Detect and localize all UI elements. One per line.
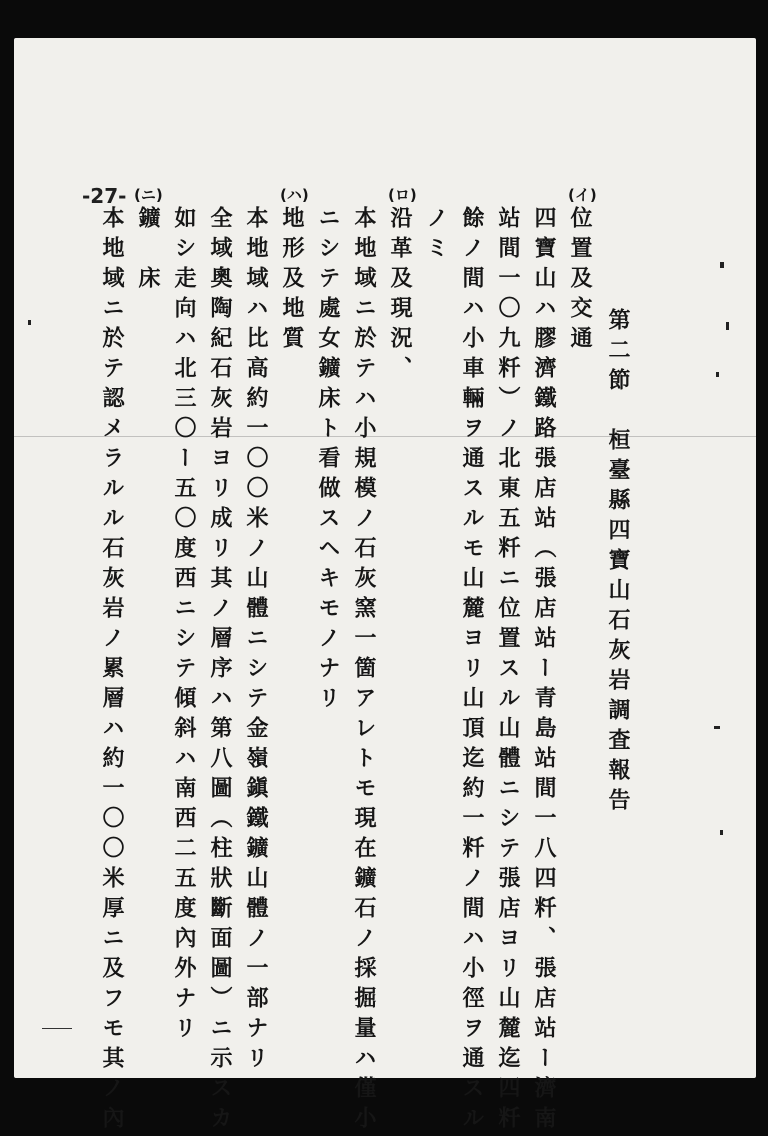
ink-speck (720, 830, 723, 835)
text-line: 本地域ニ於テハ小規模ノ石灰窯一箇アレトモ現在鑛石ノ採掘量ハ僅小 (351, 206, 377, 1136)
ink-speck (28, 320, 31, 325)
marker-ro: (ロ) (388, 186, 417, 204)
text-line: 餘ノ間ハ小車輛ヲ通スルモ山麓ヨリ山頂迄約一粁ノ間ハ小徑ヲ通スル (459, 206, 485, 1136)
section-heading: 第二節 桓臺縣四寶山石灰岩調査報告 (605, 308, 631, 818)
text-line: ニシテ處女鑛床ト看做スヘキモノナリ (315, 206, 341, 716)
text-line: 本地域ハ比高約一〇〇米ノ山體ニシテ金嶺鎭鐵鑛山體ノ一部ナリ (243, 206, 269, 1076)
marker-i: (イ) (568, 186, 597, 204)
text-line: 如シ走向ハ北三〇ー五〇度西ニシテ傾斜ハ南西二五度內外ナリ (171, 206, 197, 1046)
ink-speck (720, 262, 724, 268)
heading-location-transport: 位置及交通 (567, 206, 593, 356)
ink-speck (726, 322, 729, 330)
text-line: 本地域ニ於テ認メラルル石灰岩ノ累層ハ約一〇〇米厚ニ及フモ其ノ內 (99, 206, 125, 1136)
page-number: -27- (82, 184, 127, 208)
heading-ore-deposit: 鑛 床 (135, 206, 161, 296)
ink-speck (714, 726, 720, 729)
text-line: 全域奧陶紀石灰岩ヨリ成リ其ノ層序ハ第八圖（柱狀斷面圖）ニ示スカ (207, 206, 233, 1136)
ink-speck (716, 372, 719, 377)
heading-history-status: 沿革及現況、 (387, 206, 413, 386)
heading-topography-geology: 地形及地質 (279, 206, 305, 356)
edge-mark (42, 1028, 72, 1029)
text-line: 站間一〇九粁）ノ北東五粁ニ位置スル山體ニシテ張店ヨリ山麓迄四粁 (495, 206, 521, 1136)
text-line: ノミ (423, 206, 449, 266)
text-line: 四寶山ハ膠濟鐵路張店站（張店站ー青島站間一八四粁、張店站ー濟南 (531, 206, 557, 1136)
marker-ha: (ハ) (280, 186, 309, 204)
marker-ni: (ニ) (134, 186, 163, 204)
